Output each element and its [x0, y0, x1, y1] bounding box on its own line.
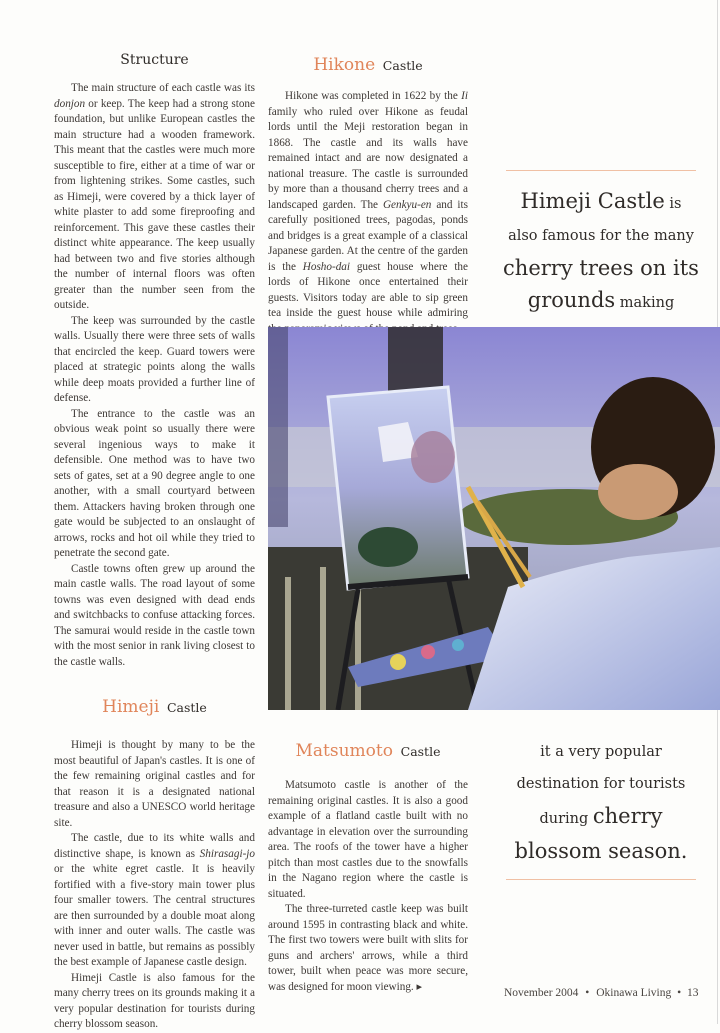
pull-quote-line [497, 736, 705, 768]
himeji-heading-suffix: Castle [166, 700, 207, 715]
footer-publication: Okinawa Living [596, 987, 672, 999]
pull-quote-segment: making [615, 295, 675, 311]
pull-quote-line [497, 284, 705, 319]
italic-term: Genkyu-en [382, 198, 432, 211]
italic-term: Shirasagi-jo [199, 847, 255, 860]
pull-quote-segment: grounds [527, 288, 616, 312]
middle-column-bottom [268, 734, 468, 995]
italic-term: Hosho-dai [302, 260, 351, 273]
paragraph: Hikone was completed in 1622 by the Ii family who ruled over Hikone as feudal lords until the Meji restoration began in 1868. The castle and its walls have remained intact and are now designated a national treasure. The castle is surrounded by more than a thousand cherry trees and a landscaped garden. The Genkyu-en and its carefully positioned trees, pagodas, ponds and bridges is a great example of a classical Japanese garden. At the centre of the garden is the Hosho-dai guest house where the lords of Hikone once entertained their guests. Visitors today are able to sip green tea inside the guest house while admiring [268, 90, 468, 319]
paragraph: Matsumoto castle is another of the remaining original castles. It is also a good example of a flatland castle built with no advantage in elevation over the surrounding area. The roofs of the tower have a higher pitch than most castles due to the snowfalls in the Nagano region where the castle is situated. [268, 779, 468, 900]
pull-quote-rule-bottom [506, 879, 696, 880]
paragraph: Himeji is thought by many to be the most beautiful of Japan's castles. It is one of the few remaining original castles and for that reason it is a designated national treasure and also a UNESCO world heritage site. [54, 739, 255, 829]
hikone-body [268, 89, 468, 337]
footer-separator: • [677, 987, 682, 999]
himeji-heading-name: Himeji [102, 697, 160, 717]
page-footer [504, 987, 699, 999]
pull-quote-line [497, 835, 705, 867]
italic-term: donjon [54, 97, 86, 110]
hikone-heading-name: Hikone [313, 55, 376, 75]
himeji-heading [54, 690, 255, 718]
italic-term: Ii [461, 90, 468, 102]
pull-quote-line [497, 800, 705, 835]
matsumoto-body [268, 778, 468, 995]
paragraph: The three-turreted castle keep was built around 1595 in contrasting black and white. The first two towers were built with slits for guns and archers' arrows, while a third tower, built when peace was more secure, was designed for moon viewing. ▸ [268, 903, 468, 993]
footer-date: November 2004 [504, 987, 579, 999]
pull-quote-top-text [497, 185, 705, 319]
structure-heading: Structure [120, 52, 189, 68]
paragraph: The main structure of each castle was its donjon or keep. The keep had a strong stone foundation, but unlike European castles the main structure had a wooden framework. This meant that the castles were much more susceptible to fire, either at a time of war or from lightening strikes. Some castles, such as Himeji, were covered by a thick layer of white plaster to add some fireproofing and reinforcement. This gave these castles their distinct white appearance. The keep usually had between two and five stories although the number of internal floors was often greater than the number seen from the outside. [54, 82, 255, 311]
pull-quote-line [497, 252, 705, 284]
left-column [54, 52, 255, 1033]
pull-quote-segment: it a very popular [540, 744, 662, 760]
pull-quote-segment: Himeji Castle [520, 189, 665, 213]
pull-quote-segment: during [539, 811, 593, 827]
matsumoto-heading-suffix: Castle [400, 744, 441, 759]
pull-quote-segment: cherry [592, 804, 663, 828]
photo-illustration [268, 327, 720, 710]
footer-page-number: 13 [687, 987, 699, 999]
paragraph: The keep was surrounded by the castle walls. Usually there were three sets of walls that encircled the keep. Guard towers were placed at strategic points along the walls while deep moats provided a further line of defense. [54, 314, 255, 404]
footer-separator: • [585, 987, 590, 999]
paragraph: The castle, due to its white walls and distinctive shape, is known as Shirasagi-jo or the white egret castle. It is heavily fortified with a five-story main tower plus four smaller towers. The central structures are then surrounded by a double moat along with inner and outer walls. The castle was never used in battle, but remains as possibly the best example of Japanese castle design. [54, 832, 255, 968]
pull-quote-segment: is [664, 196, 682, 212]
matsumoto-heading-name: Matsumoto [295, 741, 393, 761]
paragraph: Himeji Castle is also famous for the many cherry trees on its grounds making it a very popular destination for tourists during cherry blossom season. [54, 971, 255, 1030]
matsumoto-heading [268, 734, 468, 762]
himeji-body [54, 738, 255, 1033]
painter-photo [268, 327, 720, 710]
pull-quote-segment: destination for tourists [516, 776, 686, 792]
paragraph: Castle towns often grew up around the main castle walls. The road layout of some towns was even designed with dead ends and switchbacks to confuse attacking forces. The samurai would reside in the castle town with the most senior in rank living closest to the castle walls. [54, 562, 255, 668]
middle-column [268, 52, 468, 337]
pull-quote-line [497, 768, 705, 800]
pull-quote-bottom-text [497, 736, 705, 867]
pull-quote-bottom [497, 736, 705, 880]
hikone-heading-suffix: Castle [382, 58, 423, 73]
paragraph: The entrance to the castle was an obvious weak point so usually there were several ingenious ways to make it defensible. One method was to have two sets of gates, set at a 90 degree angle to one another, with a small courtyard between them. Attackers having broken through one gate would be subjected to an onslaught of arrows, rocks and hot oil while they tried to penetrate the second gate. [54, 407, 255, 559]
pull-quote-line [497, 220, 705, 252]
pull-quote-segment: cherry trees on its [503, 256, 699, 280]
structure-body [54, 81, 255, 670]
hikone-heading [268, 48, 468, 76]
pull-quote-line [497, 185, 705, 220]
pull-quote-segment: also famous for the many [508, 228, 694, 244]
pull-quote-top [497, 170, 705, 319]
pull-quote-segment: blossom season. [514, 839, 688, 863]
pull-quote-rule-top [506, 170, 696, 171]
